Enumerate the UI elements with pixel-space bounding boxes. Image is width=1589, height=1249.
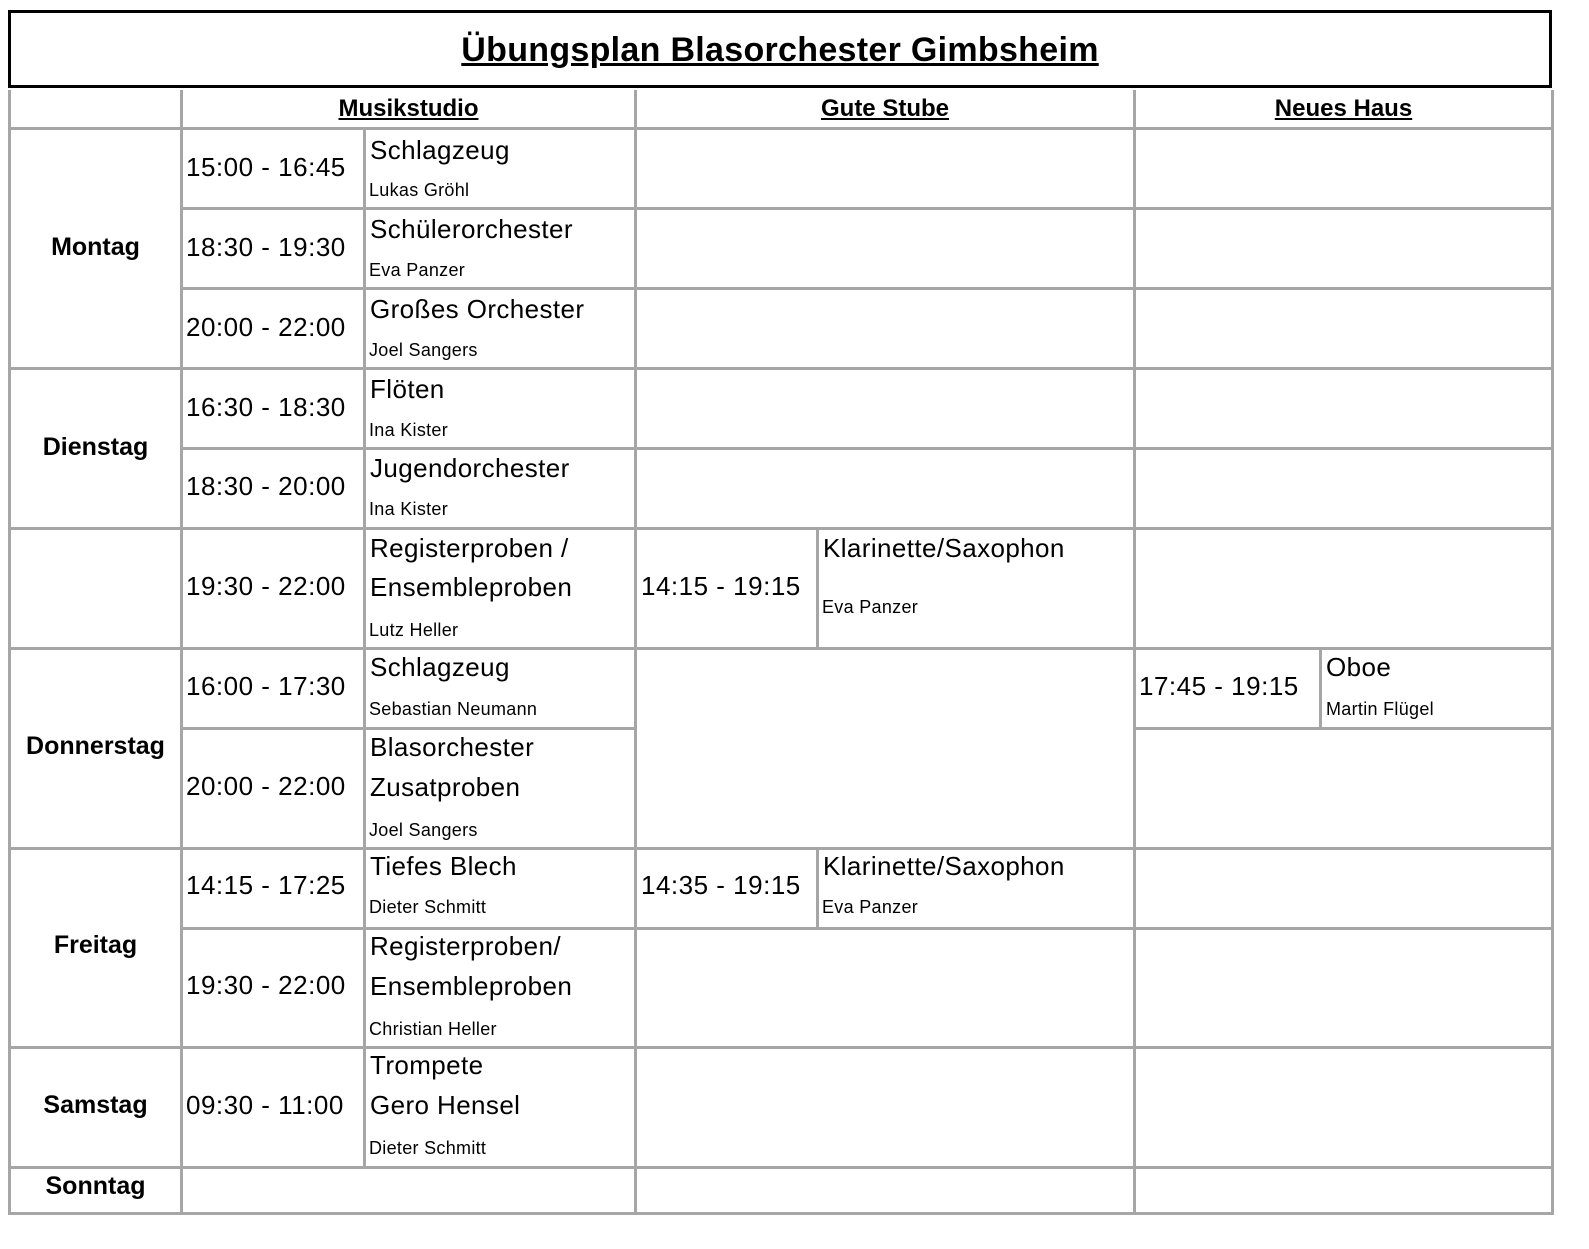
slot-leader: Joel Sangers bbox=[369, 340, 478, 360]
slot-activity: Schülerorchester bbox=[370, 214, 573, 244]
slot-activity: Blasorchester bbox=[370, 732, 535, 762]
slot-leader: Dieter Schmitt bbox=[369, 897, 487, 917]
day-label-donnerstag: Donnerstag bbox=[26, 732, 165, 760]
slot-activity: Schlagzeug bbox=[370, 652, 510, 682]
slot-leader: Ina Kister bbox=[369, 420, 449, 440]
grid-line bbox=[1319, 647, 1322, 727]
slot-activity: Tiefes Blech bbox=[370, 851, 517, 881]
slot-leader: Eva Panzer bbox=[822, 597, 919, 617]
slot-leader: Eva Panzer bbox=[822, 897, 919, 917]
slot-activity: Schlagzeug bbox=[370, 135, 510, 165]
slot-leader: Dieter Schmitt bbox=[369, 1138, 487, 1158]
grid-line bbox=[180, 90, 183, 1215]
slot-leader: Joel Sangers bbox=[369, 820, 478, 840]
slot-time: 15:00 - 16:45 bbox=[186, 152, 346, 182]
slot-activity: Großes Orchester bbox=[370, 294, 585, 324]
page-title: Übungsplan Blasorchester Gimbsheim bbox=[461, 31, 1099, 69]
slot-leader: Ina Kister bbox=[369, 499, 449, 519]
grid-line bbox=[180, 927, 1554, 930]
slot-time: 20:00 - 22:00 bbox=[186, 771, 346, 801]
grid-line bbox=[180, 287, 1554, 290]
grid-line bbox=[180, 207, 1554, 210]
slot-time: 14:35 - 19:15 bbox=[641, 870, 801, 900]
grid-line bbox=[816, 527, 819, 647]
slot-time: 19:30 - 22:00 bbox=[186, 571, 346, 601]
slot-time: 17:45 - 19:15 bbox=[1139, 671, 1299, 701]
slot-activity: Registerproben/ bbox=[370, 931, 561, 961]
slot-activity: Ensembleproben bbox=[370, 572, 573, 602]
slot-time: 18:30 - 20:00 bbox=[186, 471, 346, 501]
slot-activity: Ensembleproben bbox=[370, 971, 573, 1001]
slot-activity: Klarinette/Saxophon bbox=[823, 533, 1065, 563]
grid-line bbox=[8, 1166, 1554, 1169]
grid-line bbox=[363, 127, 366, 1166]
grid-line bbox=[8, 647, 1554, 650]
grid-line bbox=[634, 90, 637, 1215]
slot-activity: Gero Hensel bbox=[370, 1090, 521, 1120]
slot-activity: Oboe bbox=[1326, 652, 1392, 682]
slot-time: 19:30 - 22:00 bbox=[186, 970, 346, 1000]
column-header-gute-stube: Gute Stube bbox=[820, 95, 949, 122]
day-label-freitag: Freitag bbox=[53, 931, 138, 959]
slot-time: 09:30 - 11:00 bbox=[186, 1090, 344, 1120]
slot-time: 16:00 - 17:30 bbox=[186, 671, 346, 701]
slot-activity: Trompete bbox=[370, 1050, 484, 1080]
grid-line bbox=[1133, 90, 1136, 1215]
slot-leader: Lukas Gröhl bbox=[369, 180, 470, 200]
grid-line bbox=[8, 127, 1554, 130]
grid-line bbox=[8, 527, 1554, 530]
slot-leader: Christian Heller bbox=[369, 1019, 497, 1039]
grid-line bbox=[8, 367, 1554, 370]
slot-time: 14:15 - 17:25 bbox=[186, 870, 346, 900]
grid-line bbox=[816, 847, 819, 927]
slot-leader: Sebastian Neumann bbox=[369, 699, 538, 719]
grid-line bbox=[1551, 90, 1554, 1215]
schedule-table bbox=[8, 90, 1554, 1218]
day-label-montag: Montag bbox=[51, 233, 140, 261]
grid-line bbox=[1133, 727, 1554, 730]
slot-leader: Eva Panzer bbox=[369, 260, 466, 280]
slot-activity: Klarinette/Saxophon bbox=[823, 851, 1065, 881]
grid-line bbox=[180, 447, 1554, 450]
slot-activity: Registerproben / bbox=[370, 533, 569, 563]
day-label-dienstag: Dienstag bbox=[42, 433, 149, 461]
slot-activity: Jugendorchester bbox=[370, 453, 570, 483]
day-label-samstag: Samstag bbox=[43, 1091, 148, 1119]
slot-leader: Martin Flügel bbox=[1326, 699, 1434, 719]
slot-activity: Zusatproben bbox=[370, 772, 521, 802]
slot-activity: Flöten bbox=[370, 374, 445, 404]
column-header-musikstudio: Musikstudio bbox=[338, 95, 479, 122]
grid-line bbox=[180, 727, 634, 730]
grid-line bbox=[8, 847, 1554, 850]
slot-leader: Lutz Heller bbox=[369, 620, 459, 640]
grid-line bbox=[8, 1046, 1554, 1049]
slot-time: 20:00 - 22:00 bbox=[186, 312, 346, 342]
slot-time: 14:15 - 19:15 bbox=[641, 571, 801, 601]
slot-time: 16:30 - 18:30 bbox=[186, 392, 346, 422]
grid-line bbox=[8, 1212, 1554, 1215]
title-box bbox=[8, 10, 1552, 88]
slot-time: 18:30 - 19:30 bbox=[186, 232, 346, 262]
day-label-sonntag: Sonntag bbox=[45, 1172, 146, 1200]
column-header-neues-haus: Neues Haus bbox=[1274, 95, 1413, 122]
